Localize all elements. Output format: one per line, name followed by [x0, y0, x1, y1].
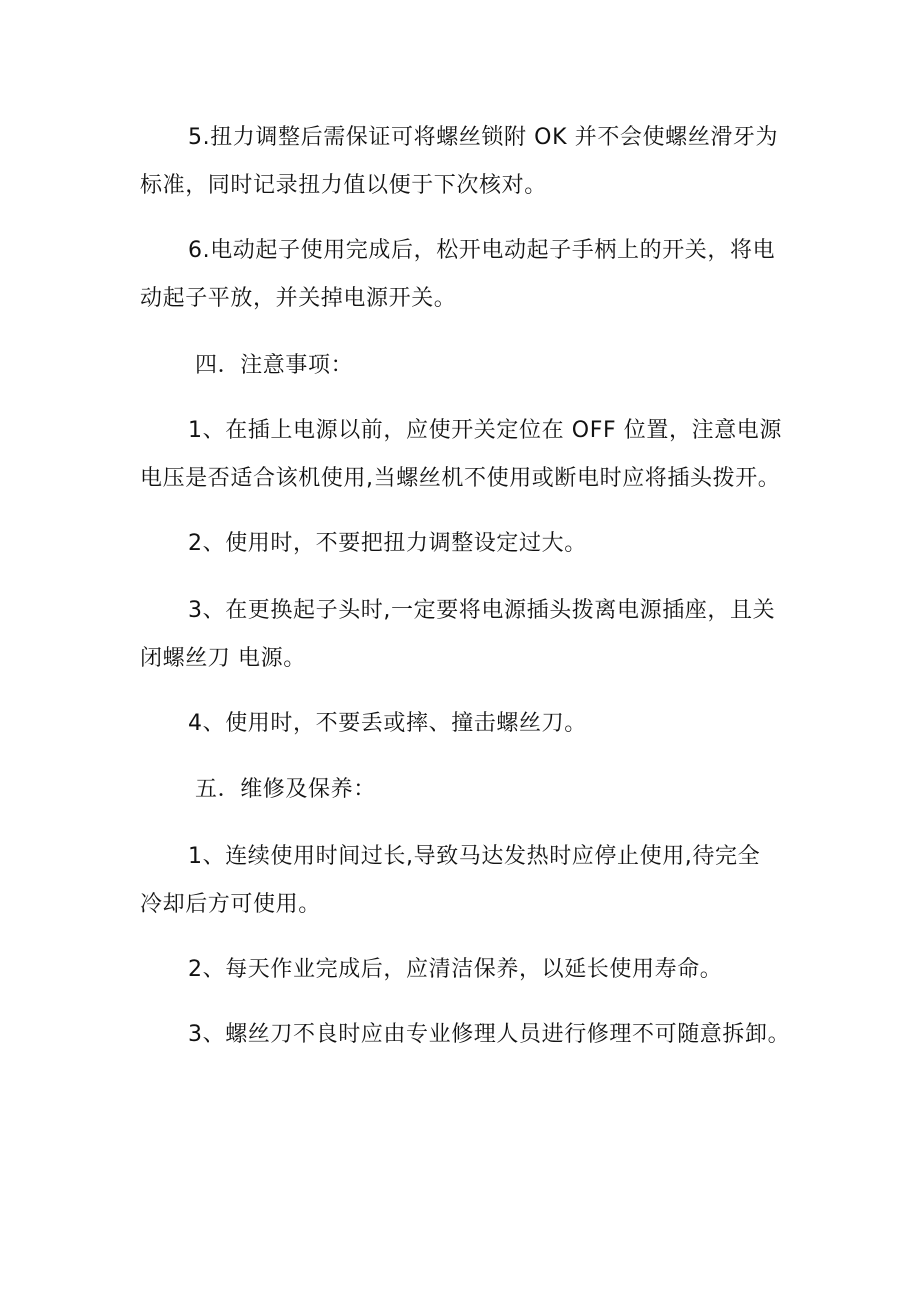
paragraph-line: 冷却后方可使用。 — [140, 892, 321, 917]
maintenance-item-3 — [140, 1011, 800, 1059]
paragraph-line: 3、螺丝刀不良时应由专业修理人员进行修理不可随意拆卸。 — [188, 1022, 791, 1047]
paragraph-line: 闭螺丝刀 电源。 — [140, 646, 306, 671]
section-heading-maintenance — [140, 766, 800, 814]
section-heading-precautions — [140, 342, 800, 390]
section-heading: 五．维修及保养： — [195, 777, 376, 802]
paragraph-line: 4、使用时，不要丢或摔、撞击螺丝刀。 — [188, 711, 587, 736]
paragraph-line: 2、每天作业完成后，应清洁保养，以延长使用寿命。 — [188, 957, 723, 982]
paragraph-line: 标准，同时记录扭力值以便于下次核对。 — [140, 173, 547, 198]
paragraph-line: 1、在插上电源以前，应使开关定位在 OFF 位置，注意电源 — [188, 418, 783, 443]
precaution-item-4 — [140, 700, 800, 748]
precaution-item-2 — [140, 520, 800, 568]
paragraph-line: 动起子平放，并关掉电源开关。 — [140, 286, 457, 311]
section-heading: 四．注意事项： — [195, 353, 354, 378]
maintenance-item-1 — [140, 833, 800, 929]
precaution-item-1 — [140, 407, 800, 503]
paragraph-step-5 — [140, 114, 800, 210]
paragraph-line: 6.电动起子使用完成后，松开电动起子手柄上的开关，将电 — [188, 238, 776, 263]
paragraph-line: 5.扭力调整后需保证可将螺丝锁附 OK 并不会使螺丝滑牙为 — [188, 125, 779, 150]
maintenance-item-2 — [140, 946, 800, 994]
paragraph-line: 1、连续使用时间过长,导致马达发热时应停止使用,待完全 — [188, 844, 761, 869]
precaution-item-3 — [140, 587, 800, 683]
paragraph-line: 2、使用时，不要把扭力调整设定过大。 — [188, 531, 587, 556]
paragraph-step-6 — [140, 227, 800, 323]
paragraph-line: 电压是否适合该机使用,当螺丝机不使用或断电时应将插头拨开。 — [140, 466, 781, 491]
paragraph-line: 3、在更换起子头时,一定要将电源插头拨离电源插座，且关 — [188, 598, 776, 623]
